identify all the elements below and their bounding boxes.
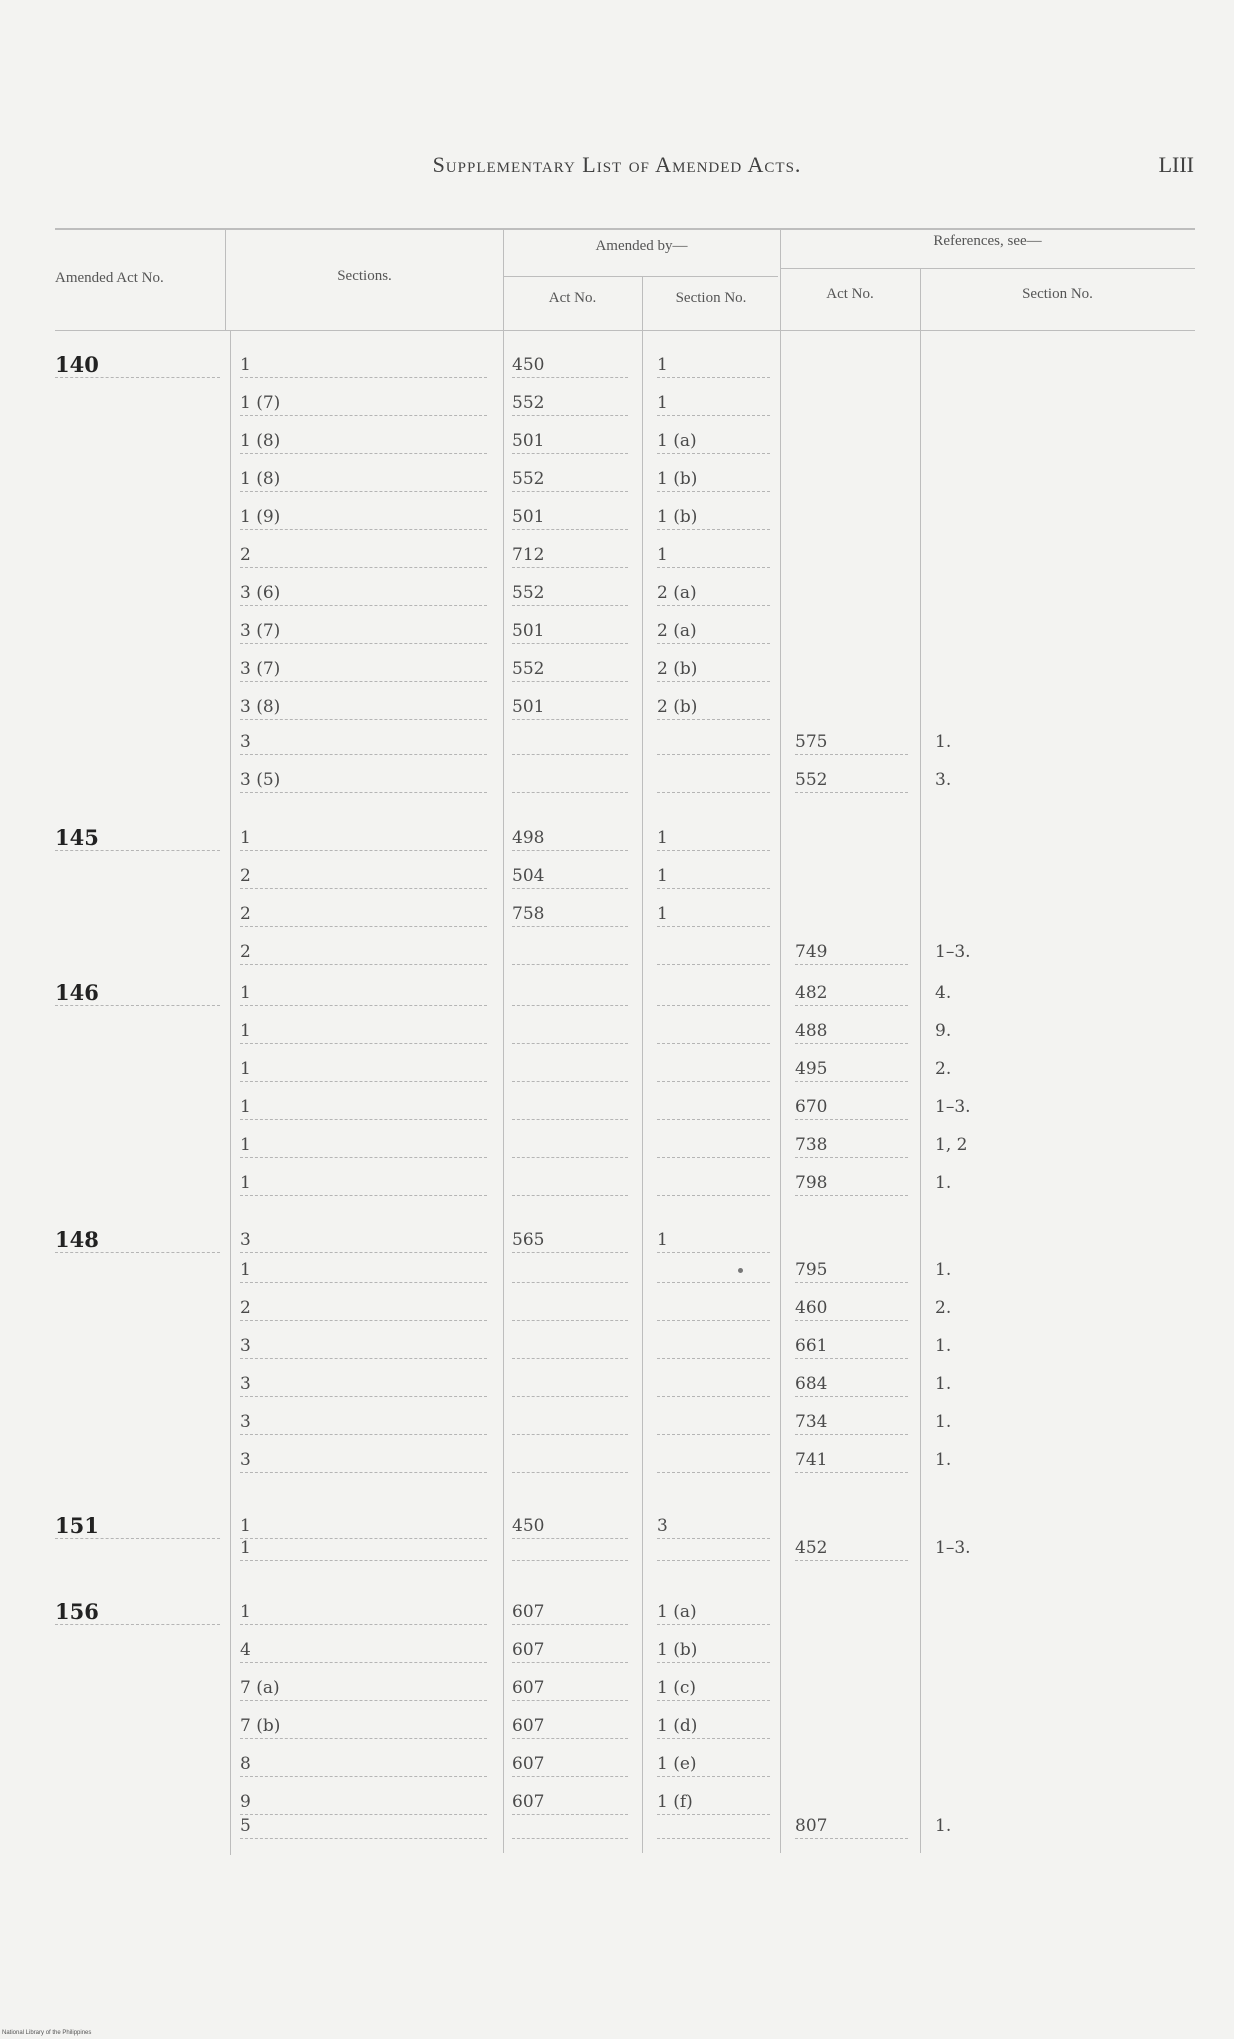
sec-cell: 1 (7) (240, 391, 487, 416)
sec-cell: 3 (240, 1448, 487, 1473)
sec-cell: 3 (240, 1410, 487, 1435)
col-divider-5 (920, 268, 921, 1853)
by-sec-cell (657, 1296, 770, 1321)
ref-act-cell: 661 (795, 1334, 908, 1359)
by-act-cell: 607 (512, 1638, 628, 1663)
page-number: LIII (1158, 152, 1194, 177)
sec-cell: 9 (240, 1790, 487, 1815)
by-sec-cell: 1 (657, 864, 770, 889)
sec-cell: 2 (240, 864, 487, 889)
by-act-cell (512, 1057, 628, 1082)
by-act-cell (512, 1133, 628, 1158)
sec-cell: 2 (240, 1296, 487, 1321)
header-amended-act-no: Amended Act No. (55, 270, 164, 286)
page-title: Supplementary List of Amended Acts. (432, 152, 802, 177)
by-act-cell (512, 1258, 628, 1283)
by-sec-cell: 1 (c) (657, 1676, 770, 1701)
amended-act-no: 151 (55, 1514, 220, 1539)
header-ref-act-no: Act No. (826, 286, 874, 302)
sec-cell: 3 (240, 730, 487, 755)
ref-sec-cell: 1–3. (935, 942, 971, 962)
sec-cell: 7 (b) (240, 1714, 487, 1739)
by-sec-cell: 3 (657, 1514, 770, 1539)
by-sec-cell (657, 1258, 770, 1283)
by-sec-cell: 2 (b) (657, 695, 770, 720)
by-sec-cell: 1 (f) (657, 1790, 770, 1815)
by-sec-cell: 1 (657, 902, 770, 927)
ref-sec-cell: 2. (935, 1298, 952, 1318)
by-sec-cell: 2 (b) (657, 657, 770, 682)
by-act-cell (512, 730, 628, 755)
ref-act-cell: 749 (795, 940, 908, 965)
by-sec-cell: 1 (657, 353, 770, 378)
by-sec-cell (657, 1171, 770, 1196)
sec-cell: 1 (240, 1536, 487, 1561)
by-sec-cell (657, 1095, 770, 1120)
sec-cell: 1 (240, 1600, 487, 1625)
by-sec-cell (657, 1133, 770, 1158)
sec-cell: 1 (240, 826, 487, 851)
by-act-cell: 758 (512, 902, 628, 927)
col-divider-3 (642, 276, 643, 1853)
ref-act-cell: 807 (795, 1814, 908, 1839)
by-act-cell: 498 (512, 826, 628, 851)
header-act-no: Act No. (548, 290, 597, 306)
by-sec-cell: 1 (b) (657, 467, 770, 492)
by-act-cell (512, 1296, 628, 1321)
ref-sec-cell: 1. (935, 732, 952, 752)
by-act-cell: 501 (512, 505, 628, 530)
by-sec-cell: 1 (b) (657, 505, 770, 530)
header-amended-by: Amended by— (595, 238, 688, 254)
ref-sec-cell: 1–3. (935, 1538, 971, 1558)
ref-sec-cell: 1. (935, 1336, 952, 1356)
by-sec-cell (657, 1057, 770, 1082)
by-act-cell (512, 1095, 628, 1120)
col-divider-2 (503, 228, 504, 1853)
by-sec-cell: 1 (b) (657, 1638, 770, 1663)
sec-cell: 1 (8) (240, 467, 487, 492)
amended-act-no: 146 (55, 981, 220, 1006)
by-act-cell: 501 (512, 695, 628, 720)
amended-act-no: 140 (55, 353, 220, 378)
sec-cell: 1 (240, 1095, 487, 1120)
sec-cell: 3 (5) (240, 768, 487, 793)
ref-act-cell: 734 (795, 1410, 908, 1435)
sec-cell: 1 (240, 353, 487, 378)
stray-mark (738, 1268, 743, 1273)
by-act-cell: 450 (512, 1514, 628, 1539)
by-sec-cell (657, 730, 770, 755)
ref-act-cell: 795 (795, 1258, 908, 1283)
by-act-cell (512, 1171, 628, 1196)
ref-act-cell: 552 (795, 768, 908, 793)
by-act-cell (512, 981, 628, 1006)
by-act-cell: 607 (512, 1790, 628, 1815)
sec-cell: 1 (240, 1019, 487, 1044)
by-act-cell: 552 (512, 391, 628, 416)
sec-cell: 1 (240, 1171, 487, 1196)
ref-act-cell: 798 (795, 1171, 908, 1196)
by-act-cell (512, 940, 628, 965)
by-sec-cell: 1 (a) (657, 429, 770, 454)
ref-sec-cell: 1. (935, 1450, 952, 1470)
sec-cell: 5 (240, 1814, 487, 1839)
by-act-cell: 607 (512, 1600, 628, 1625)
by-act-cell: 450 (512, 353, 628, 378)
by-sec-cell: 2 (a) (657, 581, 770, 606)
header-references: References, see— (933, 233, 1042, 249)
ref-act-cell: 482 (795, 981, 908, 1006)
by-sec-cell: 1 (657, 1228, 770, 1253)
header-section-no: Section No. (675, 290, 747, 306)
by-act-cell: 552 (512, 581, 628, 606)
sec-cell: 1 (240, 981, 487, 1006)
col-divider-1b (230, 330, 231, 1855)
by-act-cell: 552 (512, 467, 628, 492)
ref-act-cell: 452 (795, 1536, 908, 1561)
by-act-cell: 712 (512, 543, 628, 568)
sec-cell: 2 (240, 543, 487, 568)
by-act-cell (512, 1814, 628, 1839)
by-sec-cell: 2 (a) (657, 619, 770, 644)
sec-cell: 1 (240, 1514, 487, 1539)
by-act-cell (512, 768, 628, 793)
by-act-cell: 607 (512, 1714, 628, 1739)
by-sec-cell (657, 768, 770, 793)
by-sec-cell (657, 1410, 770, 1435)
ref-sec-cell: 1. (935, 1260, 952, 1280)
ref-act-cell: 488 (795, 1019, 908, 1044)
sec-cell: 2 (240, 940, 487, 965)
by-act-cell: 607 (512, 1676, 628, 1701)
sec-cell: 3 (6) (240, 581, 487, 606)
sec-cell: 1 (240, 1057, 487, 1082)
by-act-cell (512, 1372, 628, 1397)
by-sec-cell: 1 (a) (657, 1600, 770, 1625)
ref-sec-cell: 3. (935, 770, 952, 790)
by-act-cell: 565 (512, 1228, 628, 1253)
amended-by-rule (503, 276, 778, 277)
amended-act-no: 156 (55, 1600, 220, 1625)
by-act-cell (512, 1019, 628, 1044)
by-act-cell: 504 (512, 864, 628, 889)
by-sec-cell: 1 (657, 543, 770, 568)
by-sec-cell (657, 1334, 770, 1359)
ref-act-cell: 738 (795, 1133, 908, 1158)
sec-cell: 3 (8) (240, 695, 487, 720)
ref-sec-cell: 4. (935, 983, 952, 1003)
ref-sec-cell: 1–3. (935, 1097, 971, 1117)
ref-sec-cell: 9. (935, 1021, 952, 1041)
ref-sec-cell: 2. (935, 1059, 952, 1079)
by-sec-cell (657, 1814, 770, 1839)
footer-credit: National Library of the Philippines (2, 2030, 92, 2036)
sec-cell: 3 (7) (240, 657, 487, 682)
amended-act-no: 145 (55, 826, 220, 851)
col-divider-4 (780, 228, 781, 1853)
by-act-cell: 552 (512, 657, 628, 682)
sec-cell: 1 (240, 1133, 487, 1158)
ref-act-cell: 741 (795, 1448, 908, 1473)
by-sec-cell (657, 1019, 770, 1044)
by-sec-cell (657, 1372, 770, 1397)
references-rule (780, 268, 1195, 269)
sec-cell: 2 (240, 902, 487, 927)
ref-act-cell: 670 (795, 1095, 908, 1120)
sec-cell: 4 (240, 1638, 487, 1663)
by-act-cell (512, 1410, 628, 1435)
by-sec-cell (657, 940, 770, 965)
by-act-cell (512, 1334, 628, 1359)
sec-cell: 3 (7) (240, 619, 487, 644)
sec-cell: 3 (240, 1334, 487, 1359)
sec-cell: 1 (240, 1258, 487, 1283)
ref-sec-cell: 1. (935, 1374, 952, 1394)
amended-act-no: 148 (55, 1228, 220, 1253)
by-sec-cell: 1 (657, 826, 770, 851)
by-act-cell: 607 (512, 1752, 628, 1777)
header-bottom-rule (55, 330, 1195, 331)
ref-act-cell: 575 (795, 730, 908, 755)
header-sections: Sections. (337, 268, 392, 284)
header-ref-section-no: Section No. (1022, 286, 1093, 302)
sec-cell: 1 (8) (240, 429, 487, 454)
sec-cell: 7 (a) (240, 1676, 487, 1701)
by-act-cell: 501 (512, 429, 628, 454)
header-top-rule (55, 228, 1195, 230)
ref-act-cell: 460 (795, 1296, 908, 1321)
by-sec-cell: 1 (657, 391, 770, 416)
sec-cell: 3 (240, 1228, 487, 1253)
sec-cell: 1 (9) (240, 505, 487, 530)
sec-cell: 3 (240, 1372, 487, 1397)
by-sec-cell: 1 (d) (657, 1714, 770, 1739)
by-sec-cell: 1 (e) (657, 1752, 770, 1777)
by-act-cell (512, 1536, 628, 1561)
ref-sec-cell: 1. (935, 1816, 952, 1836)
ref-act-cell: 495 (795, 1057, 908, 1082)
by-sec-cell (657, 981, 770, 1006)
sec-cell: 8 (240, 1752, 487, 1777)
by-act-cell (512, 1448, 628, 1473)
ref-sec-cell: 1. (935, 1173, 952, 1193)
by-sec-cell (657, 1536, 770, 1561)
by-sec-cell (657, 1448, 770, 1473)
ref-sec-cell: 1, 2 (935, 1135, 968, 1155)
by-act-cell: 501 (512, 619, 628, 644)
ref-sec-cell: 1. (935, 1412, 952, 1432)
ref-act-cell: 684 (795, 1372, 908, 1397)
